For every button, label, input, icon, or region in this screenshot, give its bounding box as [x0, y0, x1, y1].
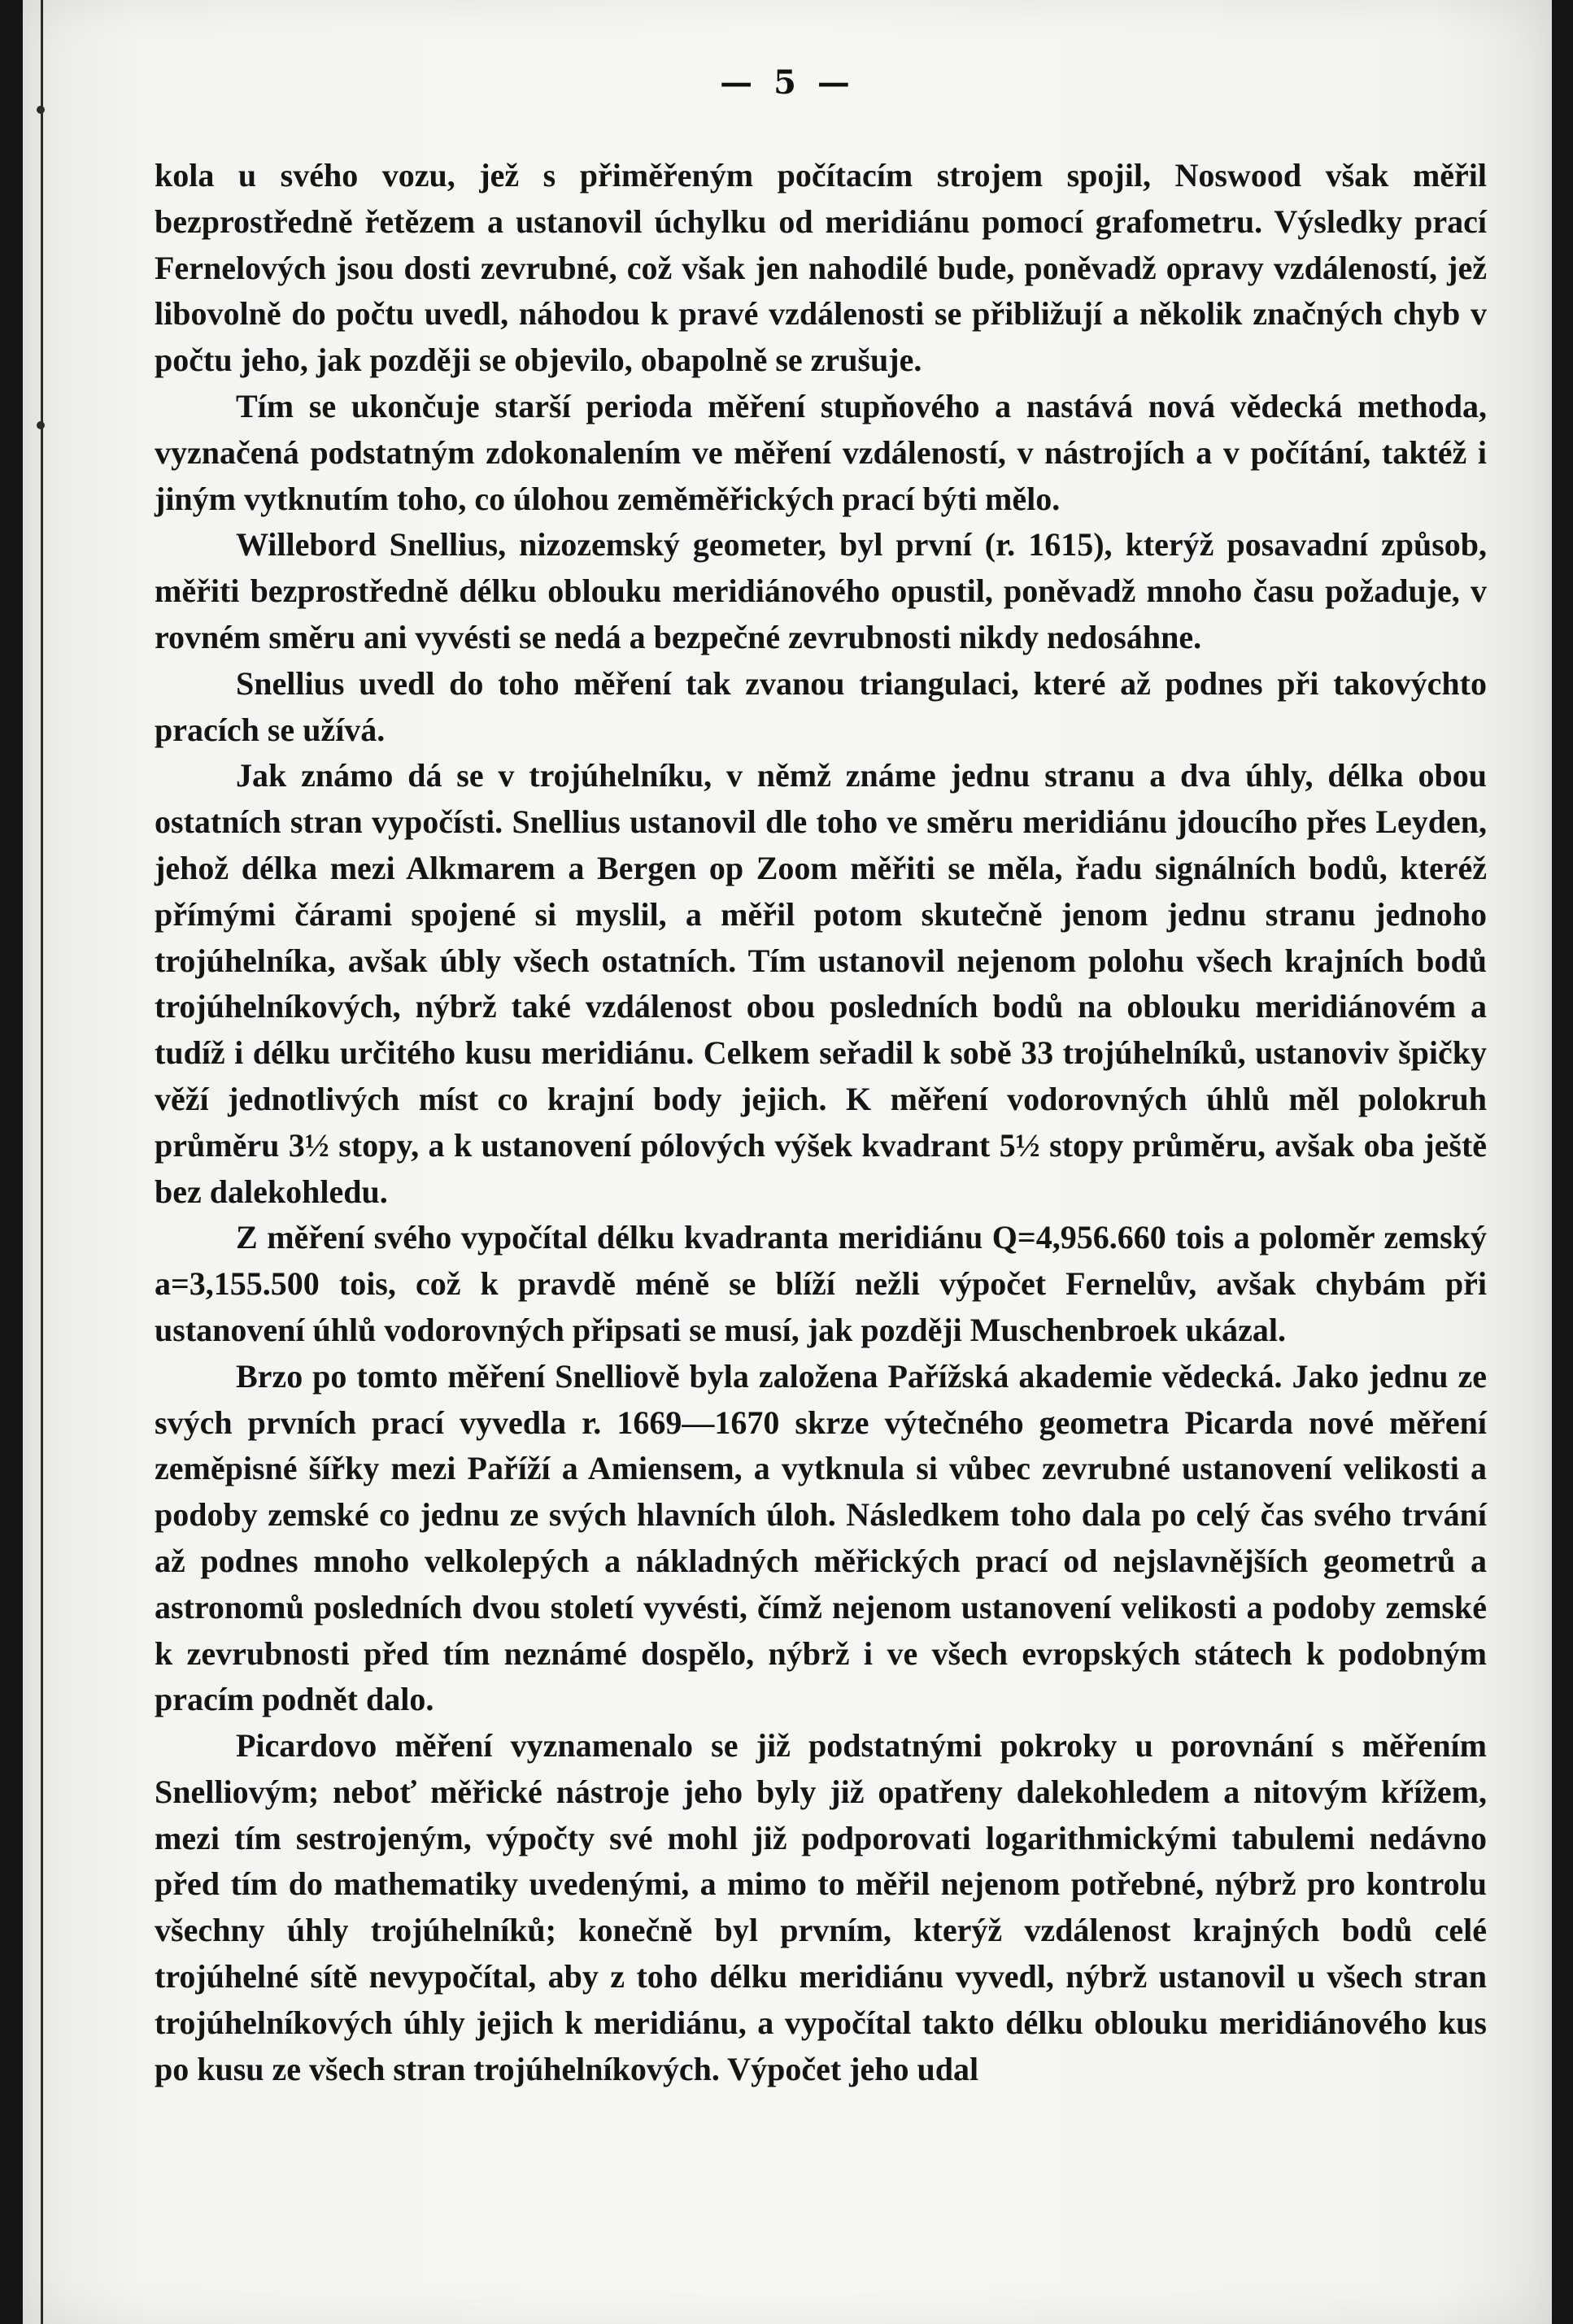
fraction-semicircle: 3½	[288, 1126, 329, 1164]
paragraph-5-part-2: stopy, a k ustanovení pólových výšek kvadrant	[338, 1126, 991, 1164]
page-number: — 5 —	[720, 63, 855, 102]
paragraph-5-part-1: Jak známo dá se v trojúhelníku, v němž známe jednu stranu a dva úhly, délka obou ostatních stran vypočísti. Snellius ustanovil dle toho ve směru meridiánu jdoucího přes Leyden, jehož délka mezi Alkmarem a Bergen op Zoom měřiti se měla, řadu signálních bodů, kteréž přímými čárami spojené si myslil, a měřil potom skutečně jenom jednu stranu jednoho trojúhelníka, avšak úbly všech ostatních. Tím ustanovil nejenom polohu všech krajních bodů trojúhelníkových, nýbrž také vzdálenost obou posledních bodů na oblouku meridiánovém a tudíž i délku určitého kusu meridiánu. Celkem seřadil k sobě 33 trojúhelníků, ustanoviv špičky věží jednotlivých míst co krajní body jejich. K měření vodorovných úhlů měl polokruh průměru	[155, 757, 1487, 1164]
fraction-quadrant: 5½	[999, 1126, 1040, 1164]
paragraph-1: kola u svého vozu, jež s přiměřeným počítacím strojem spojil, Noswood však měřil bezprostředně řetězem a ustanovil úchylku od meridiánu pomocí grafometru. Výsledky prací Fernelových jsou dosti zevrubné, což však jen nahodilé bude, poněvadž opravy vzdáleností, jež libovolně do počtu uvedl, náhodou k pravé vzdálenosti se přibližují a několik značných chyb v počtu jeho, jak později se objevilo, obapolně se zrušuje.	[155, 157, 1487, 379]
body-text	[155, 153, 1487, 2092]
paragraph-8: Picardovo měření vyznamenalo se již podstatnými pokroky u porovnání s měřením Snelliovým; neboť měřické nástroje jeho byly již opatřeny dalekohledem a nitovým křížem, mezi tím sestrojeným, výpočty své mohl již podporovati logarithmickými tabulemi nedávno před tím do mathematiky uvedenými, a mimo to měřil nejenom potřebné, nýbrž pro kontrolu všechny úhly trojúhelníků; konečně byl prvním, kterýž vzdálenost krajných bodů celé trojúhelné sítě nevypočítal, aby z toho délku meridiánu vyvedl, nýbrž ustanovil u všech stran trojúhelníkových úhly jejich k meridiánu, a vypočítal takto délku oblouku meridiánového kus po kusu ze všech stran trojúhelníkových. Výpočet jeho udal	[155, 1727, 1487, 2087]
binding-edge	[41, 0, 43, 2324]
paragraph-5	[155, 753, 1487, 1215]
paragraph-5-part-3: stopy průměru, avšak oba ještě bez dalekohledu.	[155, 1126, 1488, 1210]
paragraph-2: Tím se ukončuje starší perioda měření stupňového a nastává nová vědecká methoda, vyznačená podstatným zdokonalením ve měření vzdáleností, v nástrojích a v počítání, taktéž i jiným vytknutím toho, co úlohou zeměměřických prací býti mělo.	[155, 387, 1487, 517]
paragraph-7: Brzo po tomto měření Snelliově byla založena Pařížská akademie vědecká. Jako jednu ze svých prvních prací vyvedla r. 1669—1670 skrze výtečného geometra Picarda nové měření zeměpisné šířky mezi Paříží a Amiensem, a vytknula si vůbec zevrubné ustanovení velikosti a podoby zemské co jednu ze svých hlavních úloh. Následkem toho dala po celý čas svého trvání až podnes mnoho velkolepých a nákladných měřických prací od nejslavnějších geometrů a astronomů posledních dvou století vyvésti, čímž nejenom ustanovení velikosti a podoby zemské k zevrubnosti před tím neznámé dospělo, nýbrž i ve všech evropských státech k podobným pracím podnět dalo.	[155, 1357, 1487, 1718]
paragraph-6: Z měření svého vypočítal délku kvadranta meridiánu Q=4,956.660 tois a poloměr zemský a=3,155.500 tois, což k pravdě méně se blíží nežli výpočet Fernelův, avšak chybám při ustanovení úhlů vodorovných připsati se musí, jak později Muschenbroek ukázal.	[155, 1219, 1487, 1348]
book-page	[23, 0, 1552, 2324]
binding-mark-top	[37, 106, 45, 114]
paragraph-3: Willebord Snellius, nizozemský geometer, byl první (r. 1615), kterýž posavadní způsob, měřiti bezprostředně délku oblouku meridiánového opustil, poněvadž mnoho času požaduje, v rovném směru ani vyvésti se nedá a bezpečné zevrubnosti nikdy nedosáhne.	[155, 526, 1487, 655]
paragraph-4: Snellius uvedl do toho měření tak zvanou triangulaci, které až podnes při takovýchto pracích se užívá.	[155, 664, 1487, 748]
binding-mark-middle	[37, 421, 45, 429]
